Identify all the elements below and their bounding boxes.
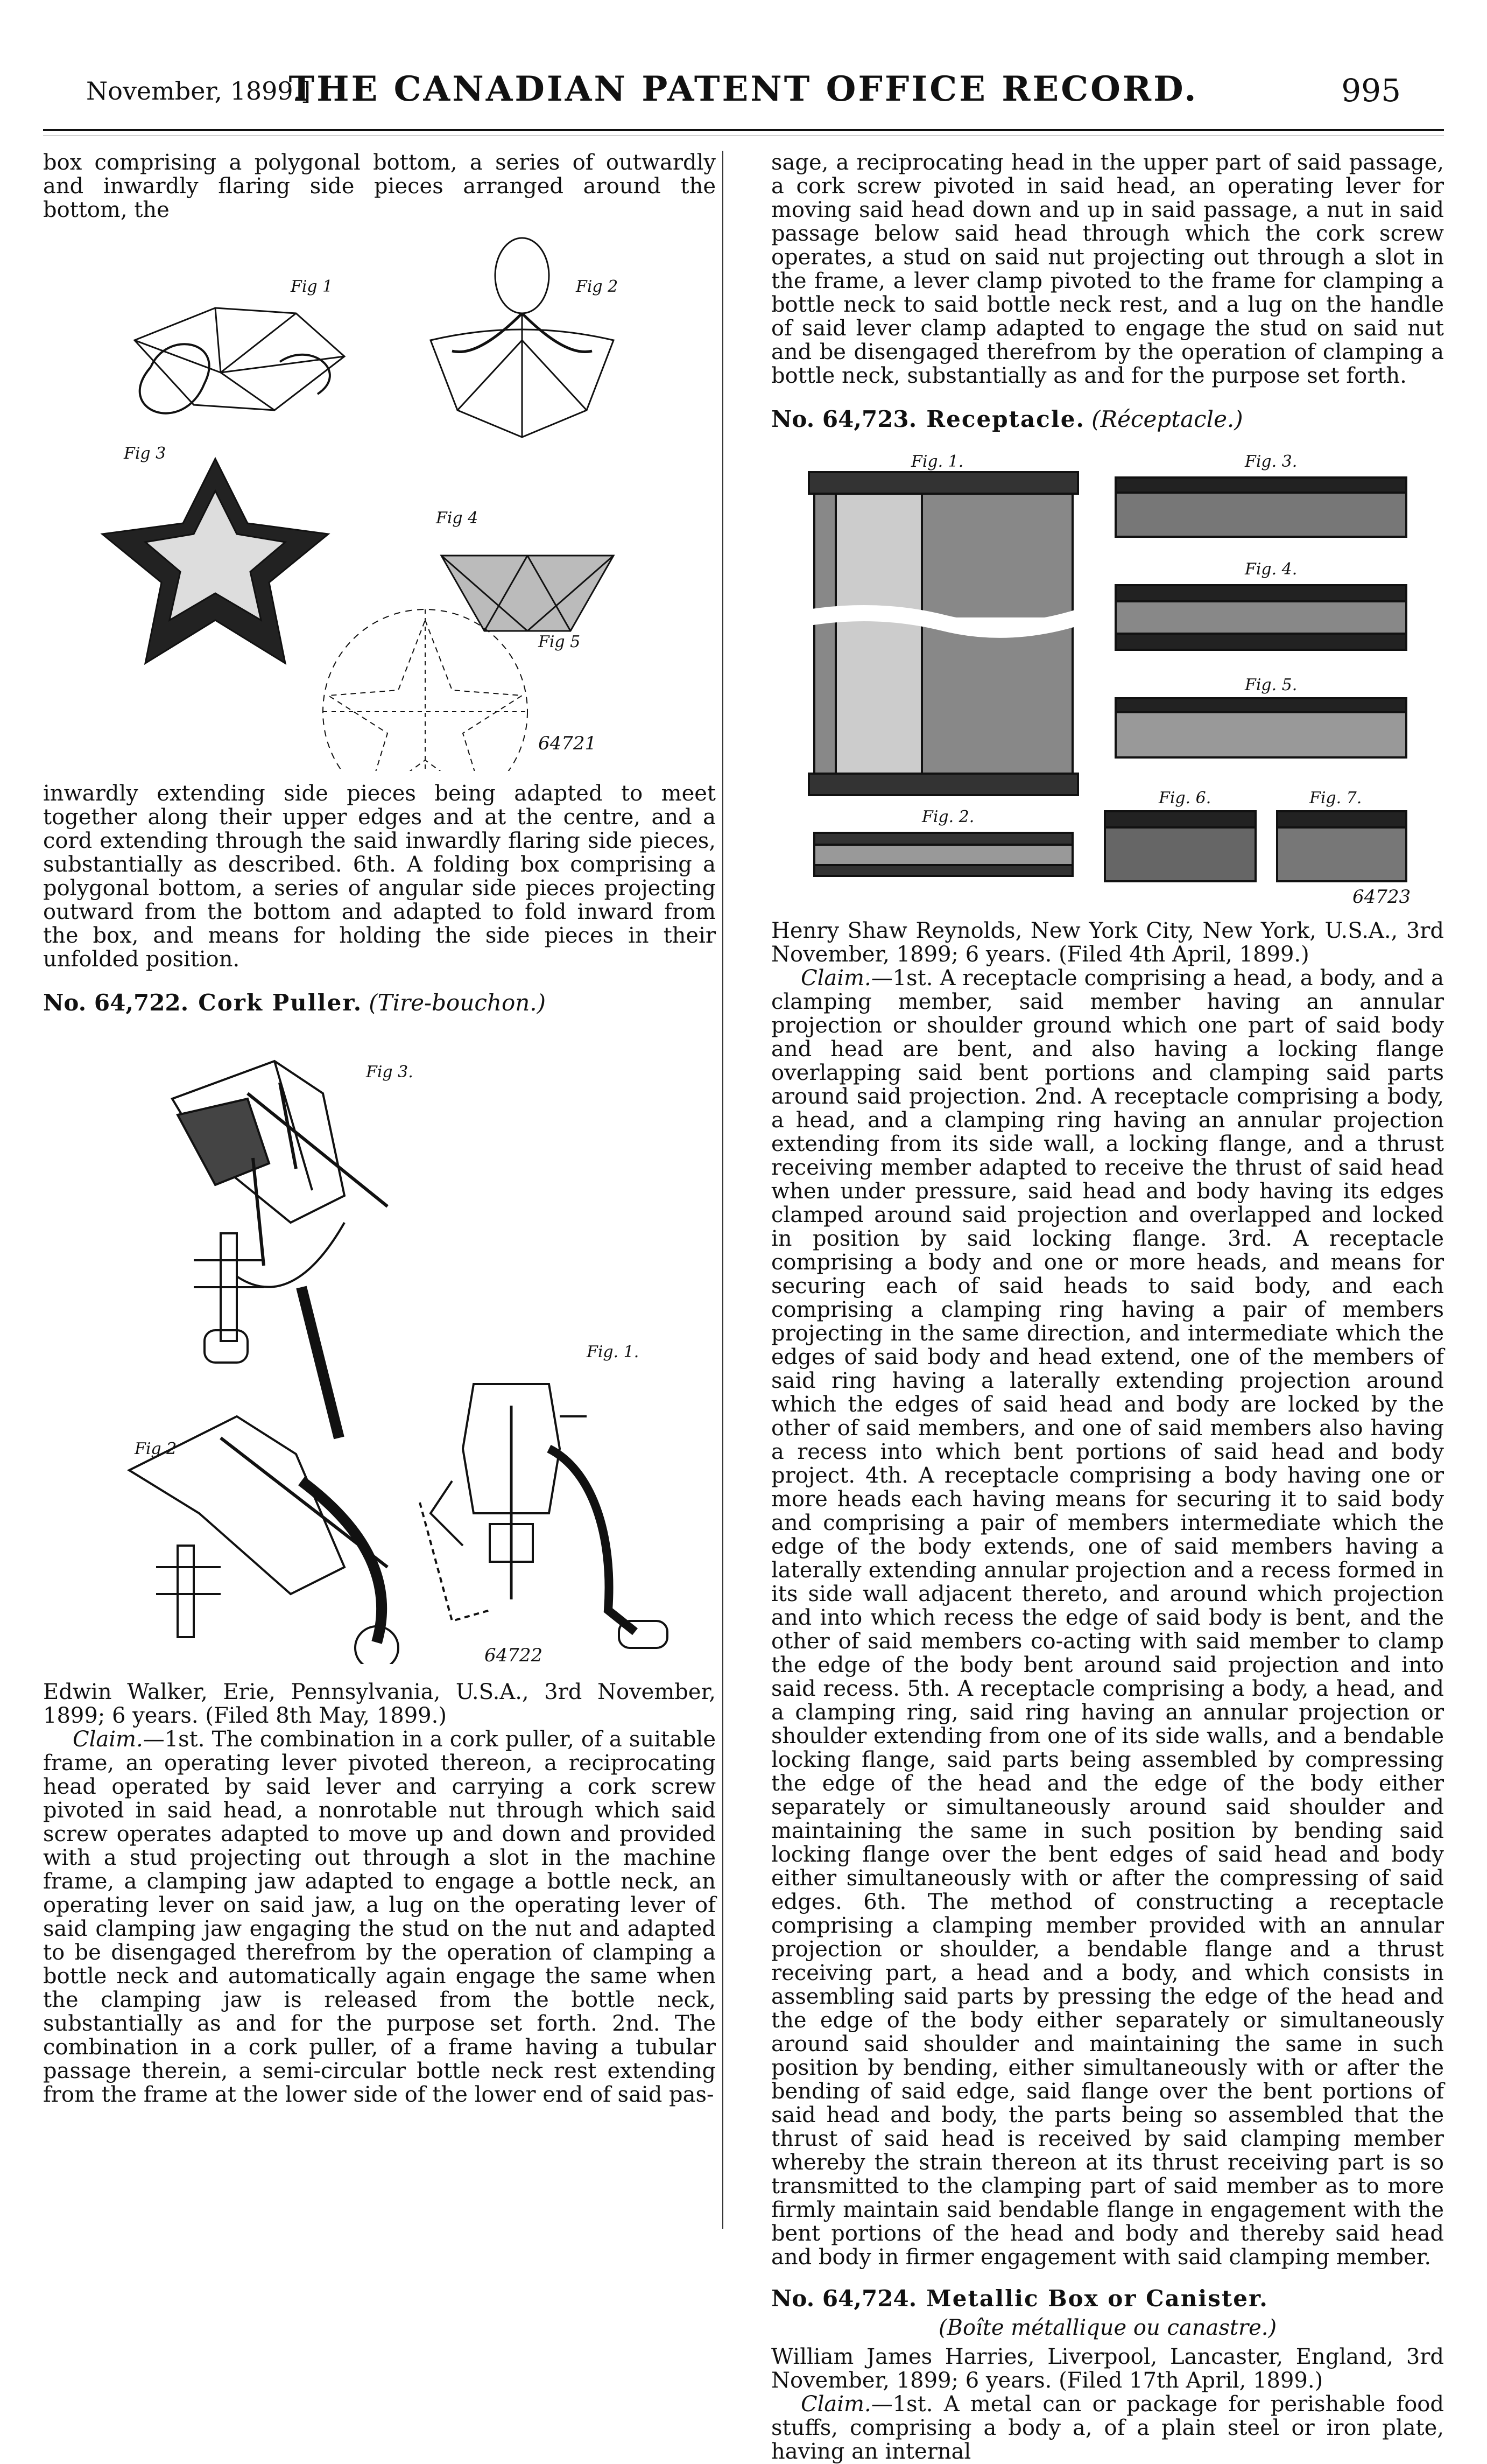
fig3-label: Fig. 3. bbox=[1245, 452, 1298, 471]
patent-name: Cork Puller. bbox=[198, 989, 363, 1016]
page-header bbox=[43, 65, 1444, 118]
fig4-drawing bbox=[1116, 585, 1406, 650]
fig7-drawing bbox=[1277, 811, 1406, 881]
fig1-label: Fig. 1. bbox=[911, 452, 964, 471]
header-date: November, 1899.] bbox=[86, 76, 311, 106]
patent-name-french: (Boîte métallique ou canastre.) bbox=[938, 2315, 1277, 2340]
fig6-label: Fig. 6. bbox=[1159, 789, 1211, 808]
patent-name-french: (Tire-bouchon.) bbox=[369, 989, 546, 1016]
journal-title: THE CANADIAN PATENT OFFICE RECORD. bbox=[288, 69, 1199, 109]
fig1-drawing bbox=[135, 308, 344, 413]
patent-number: No. 64,724. bbox=[771, 2285, 917, 2312]
left-column bbox=[43, 151, 716, 2107]
continuation-text: sage, a reciprocating head in the upper part of said passage, a cork screw pivoted in said head, an operating lever for moving said head down and up in said passage, a nut in said passage below said head through which the cork screw operates, a stud on said nut projecting out through a slot in the frame, a lever clamp pivoted to the frame for clamping a bottle neck to said bottle neck rest, and a lug on the handle of said lever clamp adapted to engage the stud on said nut and be disengaged therefrom by the operation of clamping a bottle neck, substantially as and for the purpose set forth. bbox=[771, 150, 1444, 388]
fig3-drawing bbox=[172, 1061, 387, 1438]
claim-label: Claim. bbox=[801, 2392, 871, 2417]
claim-label: Claim. bbox=[73, 1727, 143, 1752]
inventor-line: Henry Shaw Reynolds, New York City, New York, U.S.A., 3rd November, 1899; 6 years. (Filed 4th April, 1899.) bbox=[771, 918, 1444, 967]
fig5-label: Fig 5 bbox=[538, 633, 581, 651]
fig3-drawing bbox=[102, 459, 328, 663]
patent-number: No. 64,723. bbox=[771, 406, 917, 432]
continuation-text: box comprising a polygonal bottom, a series of outwardly and inwardly flaring side pieces arranged around the bottom, the bbox=[43, 150, 716, 222]
claims-paragraph bbox=[771, 966, 1444, 2269]
patent-name: Metallic Box or Canister. bbox=[926, 2285, 1268, 2312]
inventor-line: William James Harries, Liverpool, Lancaster, England, 3rd November, 1899; 6 years. (Filed 17th April, 1899.) bbox=[771, 2344, 1444, 2393]
fig2-label: Fig 2 bbox=[135, 1440, 177, 1458]
patent-name: Receptacle. bbox=[926, 406, 1086, 432]
figure-64722 bbox=[43, 1029, 716, 1664]
continuation-text: inwardly extending side pieces being adapted to meet together along their upper edges and at the centre, and a cord extending through the said inwardly flaring side pieces, substantially as described. 6th. A folding box comprising a polygonal bottom, a series of angular side pieces projecting outward from the bottom and adapted to fold inward from the box, and means for holding the side pieces in their unfolded position. bbox=[43, 781, 716, 972]
header-rule bbox=[43, 129, 1444, 131]
fig1-label: Fig 1 bbox=[291, 277, 333, 296]
claim-label: Claim. bbox=[801, 966, 871, 991]
fig2-drawing bbox=[431, 238, 614, 437]
claims-text: —1st. The combination in a cork puller, of a suitable frame, an operating lever pivoted thereon, a reciprocating head operated by said lever and carrying a cork screw pivoted in said head, a nonrotable nut through which said screw operates adapted to move up and down and provided with a stud projecting out through a slot in the machine frame, a clamping jaw adapted to engage a bottle neck, an operating lever on said jaw, a lug on the operating lever of said clamping jaw engaging the stud on the nut and adapted to be disengaged therefrom by the operation of clamping a bottle neck and automatically again engage the same when the clamping jaw is released from the bottle neck, substantially as and for the purpose set forth. 2nd. The combination in a cork puller, of a frame having a tubular passage therein, a semi-circular bottle neck rest extending from the frame at the lower side of the lower end of said pas- bbox=[43, 1727, 716, 2107]
patent-number-label: 64723 bbox=[1352, 886, 1411, 908]
fig3-drawing bbox=[1116, 478, 1406, 537]
column-divider bbox=[722, 151, 723, 2229]
fig5-label: Fig. 5. bbox=[1245, 676, 1298, 694]
section-title bbox=[771, 2285, 1444, 2312]
receptacle-drawing bbox=[771, 445, 1444, 908]
fig1-drawing bbox=[809, 472, 1078, 795]
figure-64723 bbox=[771, 445, 1444, 908]
inventor-line: Edwin Walker, Erie, Pennsylvania, U.S.A., 3rd November, 1899; 6 years. (Filed 8th May, 1899.) bbox=[43, 1680, 716, 1728]
claims-paragraph bbox=[771, 2392, 1444, 2463]
fig2-label: Fig 2 bbox=[576, 277, 618, 296]
fig2-drawing bbox=[814, 833, 1073, 876]
patent-number-label: 64722 bbox=[484, 1645, 543, 1664]
section-title bbox=[43, 989, 716, 1016]
right-column bbox=[771, 151, 1444, 2463]
patent-number: No. 64,722. bbox=[43, 989, 189, 1016]
fig3-label: Fig 3 bbox=[124, 444, 166, 463]
fig2-drawing bbox=[129, 1416, 490, 1664]
claims-text: —1st. A metal can or package for perishable food stuffs, comprising a body a, of a plain steel or iron plate, having an internal bbox=[771, 2392, 1444, 2464]
fig4-drawing bbox=[441, 556, 614, 631]
folding-box-drawing bbox=[43, 233, 716, 771]
fig2-label: Fig. 2. bbox=[922, 808, 975, 826]
cork-puller-drawing bbox=[43, 1029, 716, 1664]
fig6-drawing bbox=[1105, 811, 1256, 881]
figure-64721 bbox=[43, 233, 716, 771]
page-number: 995 bbox=[1341, 72, 1401, 109]
section-title bbox=[771, 406, 1444, 432]
fig4-label: Fig. 4. bbox=[1245, 560, 1298, 579]
claims-text: —1st. A receptacle comprising a head, a body, and a clamping member, said member having an annular projection or shoulder ground which one part of said body and head are bent, and also having a locking flange overlapping said bent portions and clamping said parts around said projection. 2nd. A receptacle comprising a body, a head, and a clamping ring having an annular projection extending from its side wall, a locking flange, and a thrust receiving member adapted to receive the thrust of said head when under pressure, said head and body having its edges clamped around said projection and overlapped and locked in position by said locking flange. 3rd. A receptacle comprising a body and one or more heads, and means for securing each of said heads to said body, and each comprising a clamping ring having a pair of members projecting in the same direction, and intermediate which the edges of said body and head extend, one of the members of said ring having a laterally extending projection around which the edges of said head and body are locked by the other of said members, and one of said members also having a recess into which bent portions of said head and body project. 4th. A receptacle comprising a body having one or more heads each having means for securing it to said body and comprising a pair of members intermediate which the edge of the body extends, one of said members having a laterally extending annular projection and a recess formed in its side wall adjacent thereto, and around which projection and into which recess the edge of said body is bent, and the other of said members co-acting with said member to clamp the edge of the body bent around said projection and into said recess. 5th. A receptacle comprising a body, a head, and a clamping ring, said ring having an annular projection or shoulder extending from one of its side walls, and a bendable locking flange, said parts being assembled by compressing the edge of the head and the edge of the body either separately or simultaneously around said shoulder and maintaining the same in such position by bending said locking flange over the bent edges of said head and body either simultaneously with or after the compressing of said edges. 6th. The method of constructing a receptacle comprising a clamping member provided with an annular projection or shoulder, a bendable flange and a thrust receiving part, a head and a body, and which consists in assembling said parts by pressing the edge of the head and the edge of the body either separately or simultaneously around said shoulder and maintaining the same in such position by bending, either simultaneously with or after the bending of said edge, said flange over the bent portions of said head and body, the parts being so assembled that the thrust of said head is received by said clamping member whereby the strain thereon at its thrust receiving part is so transmitted to the clamping part of said member as to more firmly maintain said bendable flange in engagement with the bent portions of the head and body and thereby said head and body in firmer engagement with said clamping member. bbox=[771, 966, 1444, 2270]
patent-name-french: (Réceptacle.) bbox=[1091, 406, 1243, 432]
fig4-label: Fig 4 bbox=[436, 509, 478, 528]
claims-paragraph bbox=[43, 1728, 716, 2107]
fig1-drawing bbox=[431, 1384, 667, 1648]
fig5-drawing bbox=[323, 609, 527, 771]
fig3-label: Fig 3. bbox=[366, 1063, 413, 1082]
patent-number-label: 64721 bbox=[538, 733, 597, 754]
fig1-label: Fig. 1. bbox=[587, 1343, 639, 1361]
fig7-label: Fig. 7. bbox=[1309, 789, 1362, 808]
fig5-drawing bbox=[1116, 698, 1406, 757]
